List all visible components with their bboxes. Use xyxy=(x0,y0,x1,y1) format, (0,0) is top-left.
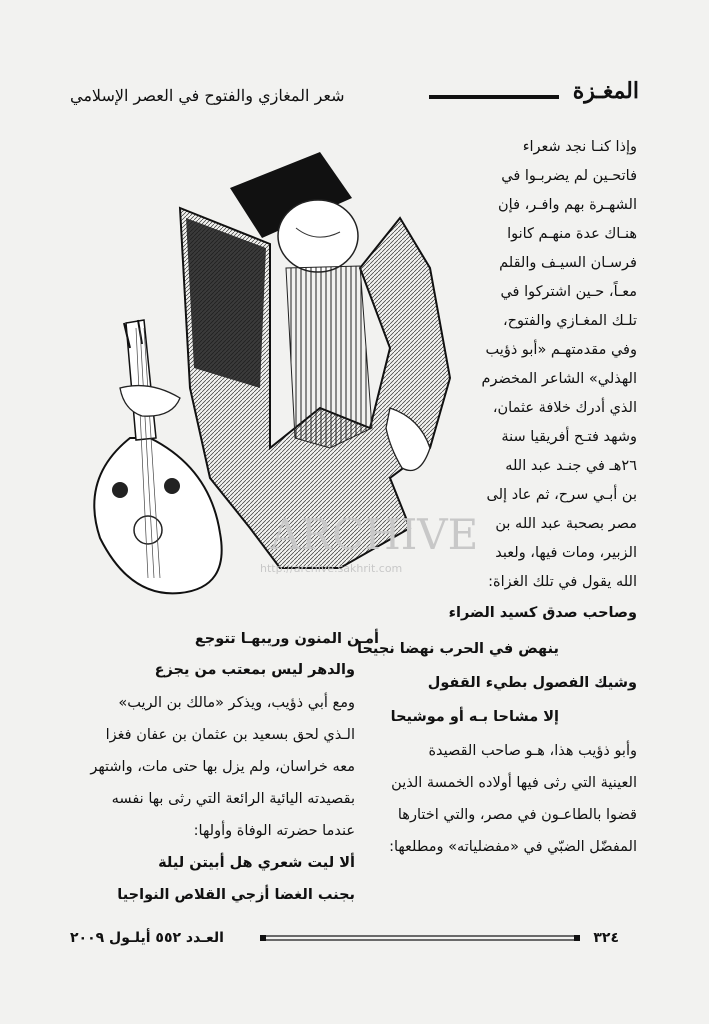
text-line: الزبير، ومات فيها، ولعبد xyxy=(495,545,637,561)
text-line: معه خراسان، ولم يزل بها حتى مات، واشتهر xyxy=(90,759,355,775)
page-number: ٣٢٤ xyxy=(593,930,619,946)
text-line: الله يقول في تلك الغزاة: xyxy=(488,574,637,590)
header-rule xyxy=(429,95,559,99)
verse-line: والدهر ليس بمعتب من يجزع xyxy=(154,662,355,678)
verse-line: بجنب الغضا أزجي القلاص النواجيا xyxy=(117,887,355,903)
text-line: هنـاك عدة منهـم كانوا xyxy=(507,226,637,242)
text-line: وفي مقدمتهـم «أبو ذؤيب xyxy=(485,342,637,358)
text-line: الـذي لحق بسعيد بن عثمان بن عفان فغزا xyxy=(105,727,355,743)
text-line: قضوا بالطاعـون في مصر، والتي اختارها xyxy=(397,807,637,823)
verse-line: ألا ليت شعري هل أبيتن ليلة xyxy=(158,855,355,871)
verse-line: ينهض في الحرب نهضا نجيحا xyxy=(357,641,559,657)
text-line: عندما حضرته الوفاة وأولها: xyxy=(193,823,355,839)
text-line: الهذلي» الشاعر المخضرم xyxy=(481,371,637,387)
text-line: ومع أبي ذؤيب، ويذكر «مالك بن الريب» xyxy=(118,695,355,711)
text-line: الشهـرة بهم وافـر، فإن xyxy=(498,197,637,213)
text-line: مصر بصحبة عبد الله بن xyxy=(495,516,637,532)
archive-watermark-url: http://archive.sakhrit.com xyxy=(260,562,403,575)
text-line: بقصيدته اليائية الرائعة التي رثى بها نفسه xyxy=(111,791,355,807)
text-line: الذي أدرك خلافة عثمان، xyxy=(492,400,637,416)
issue-info: العـدد ٥٥٢ أيلـول ٢٠٠٩ xyxy=(70,930,224,946)
text-line: ٢٦هـ في جنـد عبد الله xyxy=(505,458,637,474)
text-line: وأبو ذؤيب هذا، هـو صاحب القصيدة xyxy=(428,743,637,759)
text-line: تلـك المغـازي والفتوح، xyxy=(502,313,637,329)
magazine-logo: المغـزة xyxy=(572,78,639,104)
archive-watermark: ARCHIVE xyxy=(270,510,479,559)
footer-rule xyxy=(260,934,580,942)
text-line: العينية التي رثى فيها أولاده الخمسة الذين xyxy=(391,775,637,791)
text-line: وإذا كنـا نجد شعراء xyxy=(522,139,637,155)
text-line: فرسـان السيـف والقلم xyxy=(499,255,637,271)
verse-line: وشيك الفصول بطيء القفول xyxy=(427,675,637,691)
verse-line: إلا مشاحا بـه أو موشيحا xyxy=(390,709,559,725)
verse-line: وصاحب صدق كسيد الضراء xyxy=(448,605,637,621)
running-title: شعر المغازي والفتوح في العصر الإسلامي xyxy=(70,86,345,105)
text-line: وشهد فتـح أفريقيا سنة xyxy=(501,429,637,445)
text-line: بن أبـي سرح، ثم عاد إلى xyxy=(486,487,637,503)
verse-line: أمـن المنون وريبهـا تتوجع xyxy=(194,631,379,647)
text-line: معـاً، حـين اشتركوا في xyxy=(500,284,637,300)
text-line: فاتحـين لم يضربـوا في xyxy=(501,168,637,184)
text-line: المفضّل الضبّي في «مفضلياته» ومطلعها: xyxy=(389,839,637,855)
